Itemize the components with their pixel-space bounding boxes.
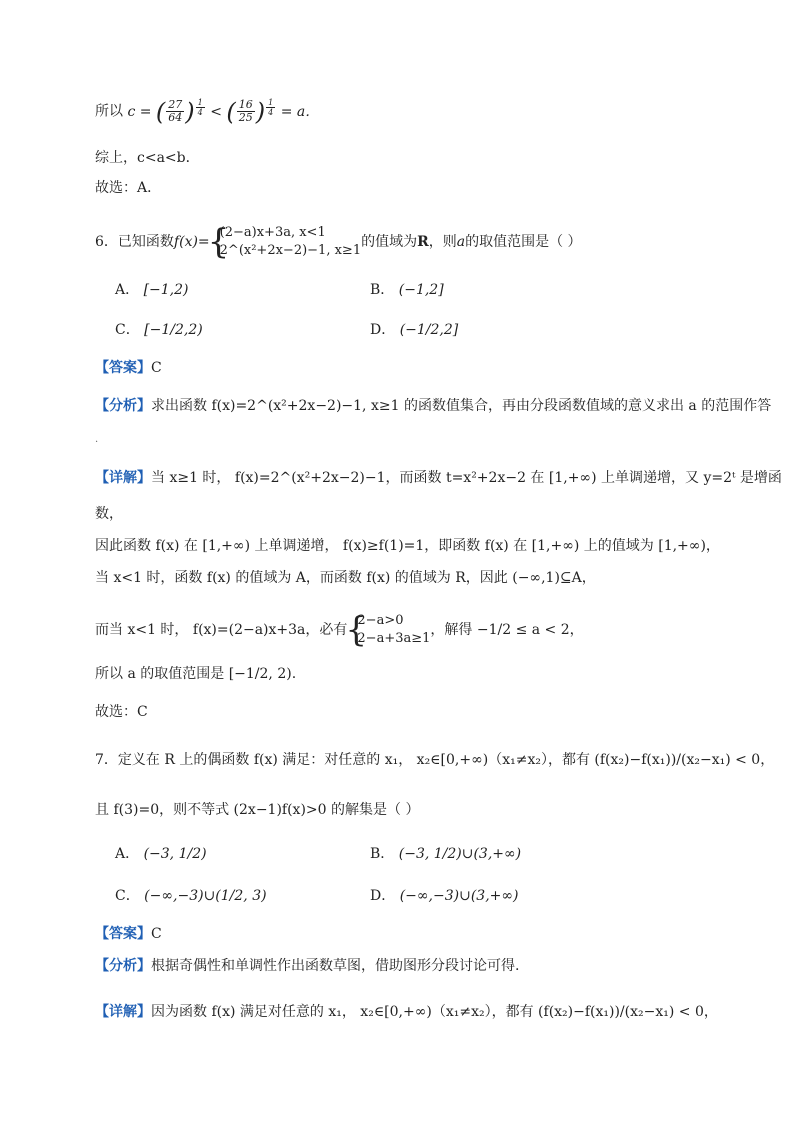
answer-tag: 【答案】: [95, 926, 151, 942]
q6-option-c: C． [−1/2,2): [115, 322, 203, 338]
q7-analysis: [95, 956, 519, 976]
q6-analysis-end: .: [95, 434, 99, 445]
top-line-1: [95, 98, 319, 124]
system-line-1: { 2−a>0: [357, 613, 404, 628]
q6-number: 6．: [95, 234, 118, 250]
q7-stem-text-1: 定义在 R 上的偶函数 f(x) 满足：对任意的 x₁， x₂∈[0,+∞)（x₁≠x₂），都有 (f(x₂)−f(x₁))/(x₂−x₁) < 0，: [117, 752, 775, 768]
top-line-3: 故选：A．: [95, 180, 162, 196]
q6-stem-prefix: 已知函数: [117, 234, 174, 250]
q6-stem-suffix-3: 的取值范围是（ ）: [465, 234, 582, 250]
q7-option-b: B． (−3, 1/2)∪(3,+∞): [370, 846, 522, 862]
q7-detail-1: [95, 1002, 718, 1022]
q6-stem: [95, 224, 582, 260]
q6-stem-suffix-1: 的值域为: [361, 234, 418, 250]
q7-option-a: A． (−3, 1/2): [115, 846, 207, 862]
q6-stem-suffix-2: ，则: [428, 234, 457, 250]
frac-27-64: $\frac{27}{64}$: [168, 98, 183, 125]
q6-func: f(x)=: [173, 234, 210, 250]
q7-number: 7．: [95, 752, 118, 768]
q6-piece-1: { (2−a)x+3a, x<1: [219, 225, 326, 240]
q7-option-d: D． (−∞,−3)∪(3,+∞): [370, 888, 519, 904]
answer-value: C: [151, 360, 162, 376]
q6-answer: [95, 358, 162, 378]
detail-tag: 【详解】: [95, 1004, 151, 1020]
q7-answer: [95, 924, 162, 944]
q6-piece-2: 2^(x²+2x−2)−1, x≥1: [219, 243, 362, 258]
analysis-text: 根据奇偶性和单调性作出函数草图，借助图形分段讨论可得.: [151, 958, 520, 974]
q7-stem-2: 且 f(3)=0，则不等式 (2x−1)f(x)>0 的解集是（ ）: [95, 802, 420, 818]
q6-option-d: D． (−1/2,2]: [370, 322, 459, 338]
analysis-text: 求出函数 f(x)=2^(x²+2x−2)−1, x≥1 的函数值集合，再由分段函数值域的意义求出 a 的范围作答: [151, 398, 772, 414]
q6-system: [347, 612, 430, 648]
detail-text: 当 x≥1 时， f(x)=2^(x²+2x−2)−1，而函数 t=x²+2x−2 在 [1,+∞) 上单调递增，又 y=2ᵗ 是增函: [151, 470, 782, 486]
answer-tag: 【答案】: [95, 360, 151, 376]
frac-16-25: $\frac{16}{25}$: [238, 98, 253, 125]
q6-detail-1: [95, 468, 782, 488]
text-prefix: 所以: [95, 103, 123, 120]
analysis-tag: 【分析】: [95, 398, 151, 414]
top-line-2: 综上，c<a<b．: [95, 150, 200, 166]
detail-tag: 【详解】: [95, 470, 151, 486]
q7-stem-1: [95, 750, 774, 770]
q6-var-a: a: [456, 234, 466, 250]
q6-choose: 故选：C: [95, 704, 148, 720]
detail-text: 因为函数 f(x) 满足对任意的 x₁， x₂∈[0,+∞)（x₁≠x₂），都有 (f(x₂)−f(x₁))/(x₂−x₁) < 0，: [151, 1004, 718, 1020]
answer-value: C: [151, 926, 162, 942]
detail-5-prefix: 而当 x<1 时， f(x)=(2−a)x+3a，必有: [95, 622, 348, 638]
q6-detail-3: 因此函数 f(x) 在 [1,+∞) 上单调递增， f(x)≥f(1)=1，即函数 f(x) 在 [1,+∞) 上的值域为 [1,+∞)，: [95, 538, 720, 554]
analysis-tag: 【分析】: [95, 958, 151, 974]
q6-detail-5: [95, 612, 584, 648]
q6-piecewise: [210, 224, 361, 260]
q7-option-c: C． (−∞,−3)∪(1/2, 3): [115, 888, 267, 904]
math-expr-c: c = ( $\frac{27}{64}$ ) $^{\frac{1}{4}}$ < ( $\frac{16}{25}$ ) $^{\frac{1}{4}}$ = a．: [123, 97, 320, 126]
q6-detail-4: 当 x<1 时，函数 f(x) 的值域为 A，而函数 f(x) 的值域为 R，因此 (−∞,1)⊆A，: [95, 570, 596, 586]
detail-5-suffix: ，解得 −1/2 ≤ a < 2，: [430, 622, 584, 638]
q6-detail-6: 所以 a 的取值范围是 [−1/2, 2).: [95, 666, 297, 682]
q6-analysis: [95, 396, 771, 416]
q6-set-R: R: [417, 234, 429, 250]
system-line-2: 2−a+3a≥1: [357, 631, 431, 646]
q6-option-b: B． (−1,2]: [370, 282, 444, 298]
q6-option-a: A． [−1,2): [115, 282, 189, 298]
q6-detail-2: 数，: [95, 506, 123, 522]
